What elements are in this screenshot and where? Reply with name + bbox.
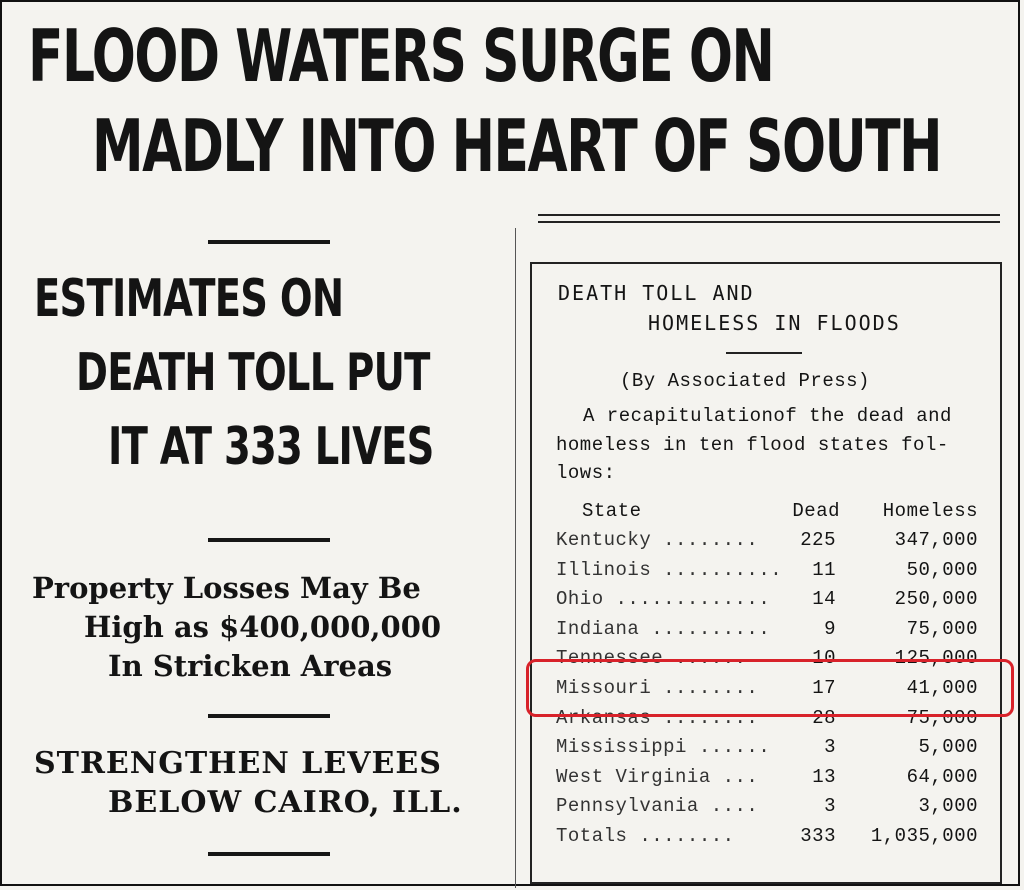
table-row — [556, 795, 978, 825]
table-header — [556, 500, 978, 530]
intro-line-2: homeless in ten flood states fol- — [556, 434, 949, 456]
subhead-line-2: High as $400,000,000 — [84, 610, 442, 644]
state-name: Kentucky ........ — [556, 529, 759, 551]
dead-count: 17 — [812, 677, 836, 699]
double-rule-bottom — [538, 221, 1000, 223]
homeless-count: 250,000 — [894, 588, 978, 611]
state-name: Totals ........ — [556, 825, 735, 847]
homeless-count: 41,000 — [906, 677, 978, 699]
box-title-line-1: DEATH TOLL AND — [558, 281, 755, 305]
state-name: Tennessee ...... — [556, 647, 747, 670]
deck-line-3: IT AT 333 LIVES — [108, 417, 434, 477]
column-header-dead: Dead — [792, 500, 840, 522]
missouri-highlight — [526, 659, 1014, 717]
state-name: Pennsylvania .... — [556, 795, 759, 818]
table-row — [556, 736, 978, 766]
headline-line-2: MADLY INTO HEART OF SOUTH — [92, 104, 942, 188]
homeless-count: 1,035,000 — [870, 825, 978, 847]
box-title-line-2: HOMELESS IN FLOODS — [648, 311, 901, 335]
state-name: Arkansas ........ — [556, 706, 759, 729]
intro-line-3: lows: — [556, 462, 616, 484]
subhead-line-3: In Stricken Areas — [108, 649, 393, 683]
homeless-count: 64,000 — [906, 765, 978, 788]
state-name: West Virginia ... — [556, 765, 759, 788]
state-name: Indiana .......... — [556, 617, 771, 640]
headline-line-1: FLOOD WATERS SURGE ON — [28, 14, 774, 98]
homeless-count: 75,000 — [906, 617, 978, 640]
column-header-homeless: Homeless — [882, 500, 978, 522]
table-row — [556, 559, 978, 589]
double-rule-top — [538, 214, 1000, 216]
dead-count: 3 — [824, 795, 836, 818]
homeless-count: 50,000 — [906, 558, 978, 581]
subhead-line-1: Property Losses May Be — [32, 571, 421, 605]
intro-line-1: A recapitulationof the dead and — [583, 405, 952, 427]
dead-count: 333 — [800, 825, 836, 847]
column-header-state: State — [582, 500, 642, 522]
section-rule-4 — [208, 852, 330, 856]
homeless-count: 347,000 — [894, 529, 978, 551]
levees-line-2: BELOW CAIRO, ILL. — [108, 785, 463, 820]
state-name: Mississippi ...... — [556, 736, 771, 759]
dead-count: 9 — [824, 617, 836, 640]
dead-count: 13 — [812, 765, 836, 788]
table-row — [556, 618, 978, 648]
homeless-count: 125,000 — [894, 647, 978, 670]
section-rule-1 — [208, 240, 330, 244]
dead-count: 28 — [812, 706, 836, 729]
deck-line-1: ESTIMATES ON — [34, 269, 344, 329]
dead-count: 14 — [812, 588, 836, 611]
table-row — [556, 529, 978, 559]
press-credit: (By Associated Press) — [620, 370, 870, 392]
homeless-count: 5,000 — [918, 736, 978, 759]
deck-line-2: DEATH TOLL PUT — [76, 343, 430, 403]
state-name: Illinois .......... — [556, 558, 783, 581]
homeless-count: 3,000 — [918, 795, 978, 818]
table-row — [556, 825, 978, 855]
state-name: Ohio ............. — [556, 588, 771, 611]
dead-count: 225 — [800, 529, 836, 551]
section-rule-2 — [208, 538, 330, 542]
table-row — [556, 766, 978, 796]
section-rule-3 — [208, 714, 330, 718]
box-title-rule — [726, 352, 802, 354]
levees-line-1: STRENGTHEN LEVEES — [34, 746, 442, 781]
homeless-count: 75,000 — [906, 706, 978, 729]
table-row — [556, 588, 978, 618]
column-rule — [515, 228, 516, 888]
state-name: Missouri ........ — [556, 677, 759, 699]
dead-count: 3 — [824, 736, 836, 759]
dead-count: 11 — [812, 558, 836, 581]
dead-count: 10 — [812, 647, 836, 670]
